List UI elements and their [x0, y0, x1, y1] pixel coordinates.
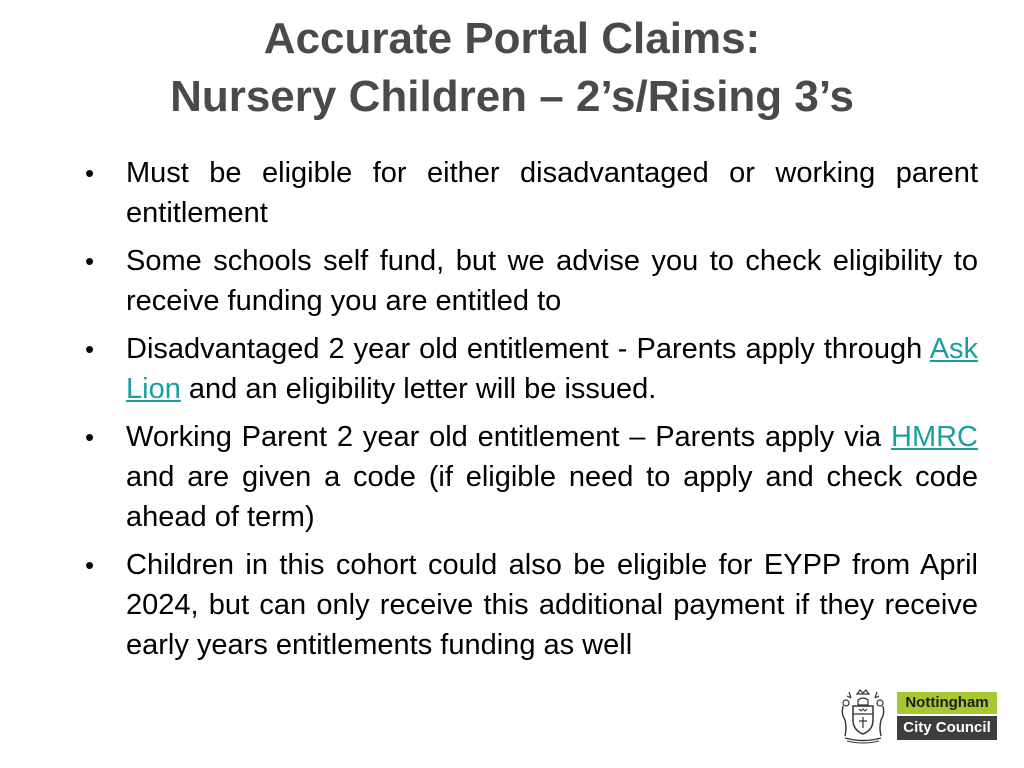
bullet-marker: • — [85, 334, 95, 364]
bullet-text: Children in this cohort could also be eligible for EYPP from April 2024, but can only receive this additional payment if they receive early years entitlements funding as well — [126, 549, 978, 661]
hmrc-link[interactable]: HMRC — [891, 421, 978, 453]
bullet-text-after: and an eligibility letter will be issued. — [180, 373, 657, 405]
bullet-item-disadvantaged — [85, 329, 978, 409]
coat-of-arms-icon — [835, 688, 891, 744]
bullet-text-after: and are given a code (if eligible need to apply and check code ahead of term) — [126, 461, 978, 533]
bullet-text-before: Working Parent 2 year old entitlement – Parents apply via — [126, 421, 891, 453]
bullet-marker: • — [85, 550, 95, 580]
bullet-marker: • — [85, 246, 95, 276]
ask-lion-link[interactable]: Ask Lion — [126, 333, 978, 405]
slide-title — [40, 10, 984, 126]
nottingham-city-council-logo — [835, 688, 1000, 744]
title-line-1: Accurate Portal Claims: — [263, 14, 761, 63]
logo-text-city-council: City Council — [897, 716, 997, 740]
bullet-text: Some schools self fund, but we advise you to check eligibility to receive funding you are entitled to — [126, 245, 978, 317]
title-line-2: Nursery Children – 2’s/Rising 3’s — [170, 72, 854, 121]
bullet-text: Must be eligible for either disadvantaged or working parent entitlement — [126, 157, 978, 229]
logo-text-nottingham: Nottingham — [897, 692, 997, 714]
bullet-item-working-parent — [85, 417, 978, 537]
bullet-text-before: Disadvantaged 2 year old entitlement - Parents apply through — [126, 333, 930, 365]
bullet-marker: • — [85, 422, 95, 452]
bullet-item-eligibility — [85, 153, 978, 233]
bullet-item-eypp — [85, 545, 978, 665]
bullet-list — [85, 153, 978, 673]
bullet-item-self-fund — [85, 241, 978, 321]
bullet-marker: • — [85, 158, 95, 188]
